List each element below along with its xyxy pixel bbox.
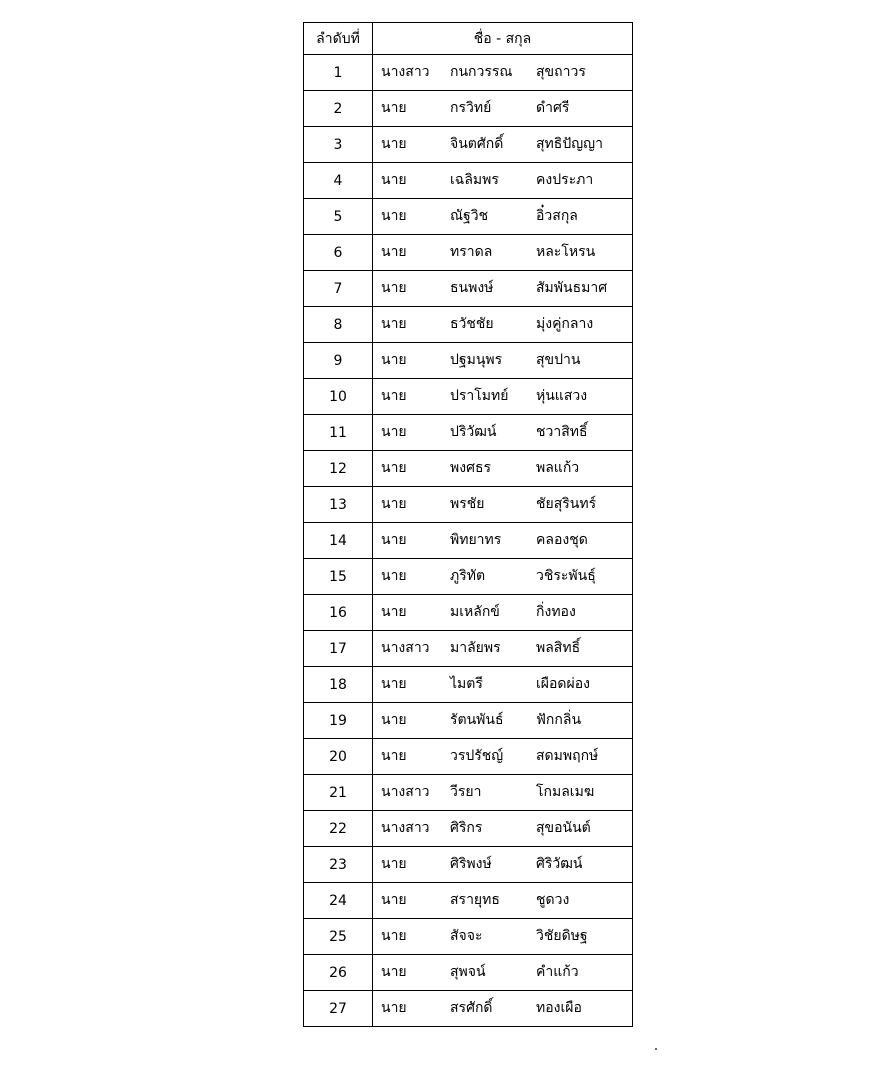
name-title: นาย bbox=[381, 99, 407, 116]
name-title: นาย bbox=[381, 999, 407, 1016]
last-name: สุทธิปัญญา bbox=[536, 135, 603, 152]
full-name-cell bbox=[373, 919, 633, 955]
row-number: 27 bbox=[304, 991, 373, 1027]
row-number: 7 bbox=[304, 271, 373, 307]
last-name: อิ๋วสกุล bbox=[536, 207, 578, 224]
table-row bbox=[304, 775, 633, 811]
last-name: พลแก้ว bbox=[536, 459, 580, 476]
name-title: นาย bbox=[381, 171, 407, 188]
first-name: พิทยาทร bbox=[450, 531, 502, 548]
row-number: 25 bbox=[304, 919, 373, 955]
first-name: ธวัชชัย bbox=[450, 315, 494, 332]
full-name-cell bbox=[373, 235, 633, 271]
row-number: 26 bbox=[304, 955, 373, 991]
table-row bbox=[304, 667, 633, 703]
full-name-cell bbox=[373, 343, 633, 379]
name-title: นาย bbox=[381, 927, 407, 944]
name-title: นาย bbox=[381, 135, 407, 152]
name-title: นาย bbox=[381, 603, 407, 620]
row-number: 23 bbox=[304, 847, 373, 883]
name-title: นางสาว bbox=[381, 63, 430, 80]
table-row bbox=[304, 127, 633, 163]
row-number: 17 bbox=[304, 631, 373, 667]
full-name-cell bbox=[373, 487, 633, 523]
table-row bbox=[304, 163, 633, 199]
table-row bbox=[304, 55, 633, 91]
last-name: สัมพันธมาศ bbox=[536, 279, 608, 296]
table-row bbox=[304, 307, 633, 343]
name-title: นาย bbox=[381, 387, 407, 404]
last-name: สดมพฤกษ์ bbox=[536, 747, 599, 764]
full-name-cell bbox=[373, 703, 633, 739]
last-name: หุ่นแสวง bbox=[536, 387, 588, 404]
full-name-cell bbox=[373, 307, 633, 343]
name-title: นาย bbox=[381, 711, 407, 728]
first-name: ปราโมทย์ bbox=[450, 387, 509, 404]
row-number: 2 bbox=[304, 91, 373, 127]
row-number: 3 bbox=[304, 127, 373, 163]
row-number: 1 bbox=[304, 55, 373, 91]
first-name: พงศธร bbox=[450, 459, 492, 476]
table-row bbox=[304, 415, 633, 451]
table-row bbox=[304, 919, 633, 955]
row-number: 8 bbox=[304, 307, 373, 343]
full-name-cell bbox=[373, 271, 633, 307]
full-name-cell bbox=[373, 667, 633, 703]
name-title: นาย bbox=[381, 531, 407, 548]
name-title: นาย bbox=[381, 747, 407, 764]
table-row bbox=[304, 955, 633, 991]
header-name: ชื่อ - สกุล bbox=[373, 23, 633, 55]
name-title: นาย bbox=[381, 567, 407, 584]
table-row bbox=[304, 559, 633, 595]
row-number: 14 bbox=[304, 523, 373, 559]
table-row bbox=[304, 451, 633, 487]
first-name: ณัฐวิช bbox=[450, 207, 489, 224]
full-name-cell bbox=[373, 559, 633, 595]
table-row bbox=[304, 343, 633, 379]
full-name-cell bbox=[373, 595, 633, 631]
last-name: กิ่งทอง bbox=[536, 603, 576, 620]
row-number: 10 bbox=[304, 379, 373, 415]
full-name-cell bbox=[373, 775, 633, 811]
first-name: สัจจะ bbox=[450, 927, 483, 944]
table-row bbox=[304, 91, 633, 127]
name-title: นาย bbox=[381, 855, 407, 872]
last-name: สุขปาน bbox=[536, 351, 581, 368]
first-name: พรชัย bbox=[450, 495, 485, 512]
name-title: นางสาว bbox=[381, 639, 430, 656]
first-name: สุพจน์ bbox=[450, 963, 486, 980]
last-name: ฟักกลิ่น bbox=[536, 711, 582, 728]
last-name: ชัยสุรินทร์ bbox=[536, 495, 597, 512]
first-name: ภูริทัต bbox=[450, 567, 486, 584]
row-number: 21 bbox=[304, 775, 373, 811]
header-number: ลำดับที่ bbox=[304, 23, 373, 55]
full-name-cell bbox=[373, 163, 633, 199]
table-row bbox=[304, 199, 633, 235]
name-title: นาย bbox=[381, 459, 407, 476]
first-name: ไมตรี bbox=[450, 675, 483, 692]
first-name: ทราดล bbox=[450, 243, 493, 260]
name-title: นาย bbox=[381, 963, 407, 980]
row-number: 24 bbox=[304, 883, 373, 919]
last-name: พลสิทธิ์ bbox=[536, 639, 581, 656]
row-number: 20 bbox=[304, 739, 373, 775]
first-name: ปฐมนุพร bbox=[450, 351, 503, 368]
full-name-cell bbox=[373, 991, 633, 1027]
row-number: 13 bbox=[304, 487, 373, 523]
first-name: เฉลิมพร bbox=[450, 171, 499, 188]
name-title: นาย bbox=[381, 315, 407, 332]
full-name-cell bbox=[373, 55, 633, 91]
table-row bbox=[304, 739, 633, 775]
name-title: นาย bbox=[381, 207, 407, 224]
table-row bbox=[304, 523, 633, 559]
last-name: วิชัยดิษฐ bbox=[536, 927, 588, 944]
full-name-cell bbox=[373, 199, 633, 235]
row-number: 16 bbox=[304, 595, 373, 631]
last-name: สุขอนันต์ bbox=[536, 819, 591, 836]
last-name: ศิริวัฒน์ bbox=[536, 855, 583, 872]
table-row bbox=[304, 235, 633, 271]
name-roster-table bbox=[303, 22, 633, 1027]
first-name: ศิริกร bbox=[450, 819, 483, 836]
first-name: กนกวรรณ bbox=[450, 63, 513, 80]
name-title: นาย bbox=[381, 351, 407, 368]
name-title: นาย bbox=[381, 423, 407, 440]
row-number: 9 bbox=[304, 343, 373, 379]
last-name: คงประภา bbox=[536, 171, 594, 188]
row-number: 22 bbox=[304, 811, 373, 847]
last-name: วชิระพันธุ์ bbox=[536, 567, 596, 584]
full-name-cell bbox=[373, 415, 633, 451]
name-title: นาย bbox=[381, 495, 407, 512]
first-name: มาลัยพร bbox=[450, 639, 501, 656]
full-name-cell bbox=[373, 523, 633, 559]
last-name: โกมลเมฆ bbox=[536, 783, 595, 800]
table-row bbox=[304, 991, 633, 1027]
full-name-cell bbox=[373, 91, 633, 127]
row-number: 19 bbox=[304, 703, 373, 739]
name-title: นาย bbox=[381, 675, 407, 692]
table-row bbox=[304, 847, 633, 883]
first-name: ปริวัฒน์ bbox=[450, 423, 497, 440]
table-row bbox=[304, 379, 633, 415]
last-name: ดำศรี bbox=[536, 99, 570, 116]
full-name-cell bbox=[373, 451, 633, 487]
first-name: กรวิทย์ bbox=[450, 99, 492, 116]
first-name: วรปรัชญ์ bbox=[450, 747, 504, 764]
table-row bbox=[304, 487, 633, 523]
last-name: ชูดวง bbox=[536, 891, 570, 908]
table-row bbox=[304, 271, 633, 307]
table-body bbox=[304, 55, 633, 1027]
name-title: นาย bbox=[381, 891, 407, 908]
header-row bbox=[304, 23, 633, 55]
full-name-cell bbox=[373, 127, 633, 163]
last-name: เผือดผ่อง bbox=[536, 675, 590, 692]
first-name: ศิริพงษ์ bbox=[450, 855, 492, 872]
last-name: คำแก้ว bbox=[536, 963, 579, 980]
full-name-cell bbox=[373, 739, 633, 775]
full-name-cell bbox=[373, 811, 633, 847]
last-name: ชวาสิทธิ์ bbox=[536, 423, 588, 440]
name-title: นางสาว bbox=[381, 783, 430, 800]
row-number: 5 bbox=[304, 199, 373, 235]
table-header bbox=[304, 23, 633, 55]
row-number: 6 bbox=[304, 235, 373, 271]
row-number: 18 bbox=[304, 667, 373, 703]
last-name: สุขถาวร bbox=[536, 63, 586, 80]
name-title: นาย bbox=[381, 279, 407, 296]
stray-mark bbox=[655, 1048, 657, 1050]
table-row bbox=[304, 703, 633, 739]
table-row bbox=[304, 631, 633, 667]
row-number: 12 bbox=[304, 451, 373, 487]
table-row bbox=[304, 595, 633, 631]
first-name: ธนพงษ์ bbox=[450, 279, 494, 296]
row-number: 15 bbox=[304, 559, 373, 595]
last-name: ทองเผือ bbox=[536, 999, 582, 1016]
full-name-cell bbox=[373, 955, 633, 991]
row-number: 11 bbox=[304, 415, 373, 451]
table-row bbox=[304, 883, 633, 919]
table-row bbox=[304, 811, 633, 847]
first-name: มเหลักข์ bbox=[450, 603, 500, 620]
first-name: วีรยา bbox=[450, 783, 482, 800]
last-name: มุ่งคู่กลาง bbox=[536, 315, 594, 332]
full-name-cell bbox=[373, 883, 633, 919]
last-name: หละโหรน bbox=[536, 243, 596, 260]
full-name-cell bbox=[373, 631, 633, 667]
first-name: สรายุทธ bbox=[450, 891, 500, 908]
first-name: สรศักดิ์ bbox=[450, 999, 493, 1016]
first-name: รัตนพันธ์ bbox=[450, 711, 504, 728]
row-number: 4 bbox=[304, 163, 373, 199]
full-name-cell bbox=[373, 847, 633, 883]
first-name: จินตศักดิ์ bbox=[450, 135, 504, 152]
name-title: นาย bbox=[381, 243, 407, 260]
name-title: นางสาว bbox=[381, 819, 430, 836]
full-name-cell bbox=[373, 379, 633, 415]
last-name: คลองชุด bbox=[536, 531, 588, 548]
